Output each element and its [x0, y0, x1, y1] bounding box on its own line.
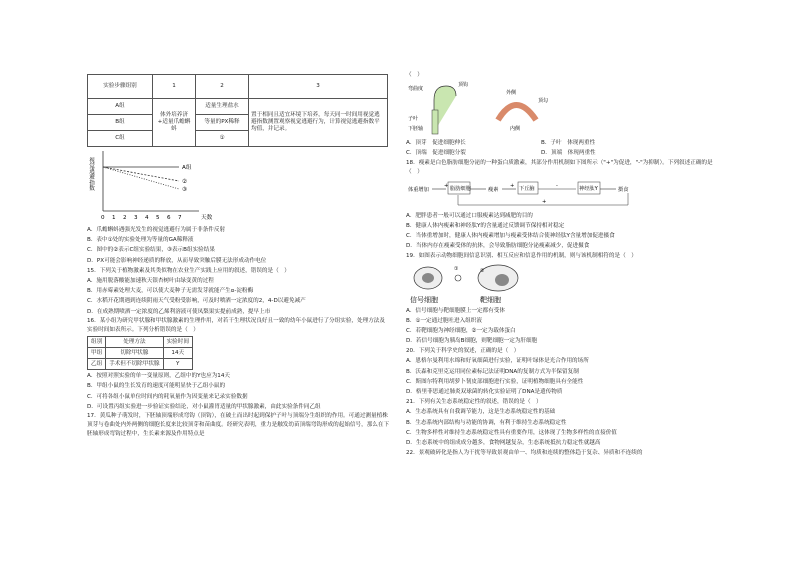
right-column — [406, 70, 714, 458]
fig17-label-hypocotyl: 下胚轴 — [408, 126, 424, 133]
q20-option-a: A．恩格尔曼利用水绵和好氧细菌进行实验，证明叶绿体是光合作用的场所 — [406, 358, 589, 365]
q14-option-b: B．表中①处的实验处理为等量的GA稀释液 — [87, 237, 194, 244]
q18-stem: 18．瘦素是白色脂肪细胞分泌的一种蛋白质激素，其部分作用机制如下图所示（"+"为促进，"-"为抑制）。下列叙述正确的是（ ） — [406, 159, 713, 175]
fig17-label-cotyledon: 子叶 — [408, 116, 419, 123]
q16-option-a: A．按照对照实验的单一变量原则，乙组中的Y也应为14天 — [87, 373, 231, 380]
signal-cell-label: 信号细胞 — [410, 295, 438, 304]
leptin-plus-3: + — [542, 198, 547, 205]
q15-option-b: B．用赤霉素处理大麦，可以使大麦种子无需发芽就能产生α-淀粉酶 — [87, 288, 254, 295]
q15-option-c: C．水稻开花期遇到连续阴雨天气受粉受影响，可及时喷洒一定浓度的2，4-D以避免减产 — [87, 298, 306, 305]
q17-options-cd — [406, 148, 714, 158]
graph-xlabel: 天数 — [201, 215, 213, 221]
hypocotyl-shape — [432, 110, 438, 134]
series-3-label: ③ — [182, 187, 188, 193]
q16-stem: 16．某小组为研究甲状腺和甲状腺激素的生理作用，对若干生理状况良好且一致的幼年小鼠进行了分组实验，处理方法及实验时间如表所示。下列分析错误的是（ ） — [87, 317, 385, 333]
row-c-step2: ① — [196, 131, 249, 147]
q16-header-method: 处理方法 — [106, 336, 163, 347]
fig17-label-outer: 外侧 — [506, 90, 517, 97]
q16-option-c: C．可将各组小鼠单位时间内的耗氧量作为因变量来记录实验数据 — [87, 393, 248, 400]
hook-figure — [406, 80, 606, 138]
table-header-1: 1 — [153, 75, 196, 99]
q17-options-ab — [406, 138, 714, 148]
q20-option-c: C．斯图尔特利用胡萝卜韧皮部细胞进行实验，证明植物细胞具有全能性 — [406, 378, 584, 385]
q14-option-c: C．图中的②表示C组实验结果，③表示B组实验结果 — [87, 247, 215, 254]
graph-ylabel: 视觉逃避指数 — [88, 157, 94, 191]
series-a-label: A组 — [182, 165, 192, 171]
q19-stem: 19．如图表示动物细胞间信息识别、相互反应和信息作用的机制，则与该机制相符的是（ ） — [406, 253, 637, 260]
table-header-2: 2 — [196, 75, 249, 99]
q18-option-a: A．肥胖患者一般可以通过口服瘦素达到减肥的目的 — [406, 212, 533, 219]
q16-table — [87, 336, 193, 371]
graph-tick-label: 7 — [178, 215, 182, 221]
table-col1-text: 体外培养济+适量爪蟾蝌蚪 — [153, 99, 196, 147]
receptor-label: ② — [480, 267, 485, 274]
q17-option-b: B．子叶 体现两重性 — [541, 140, 596, 147]
graph-tick-label: 6 — [167, 215, 171, 221]
graph-tick-label: 0 — [101, 215, 105, 221]
signal-molecule-label: ① — [454, 265, 459, 272]
series-2-label: ② — [182, 179, 188, 185]
leptin-node-feeding: 摄食 — [618, 186, 629, 193]
series-3-line — [103, 167, 179, 189]
q17-blank: （ ） — [406, 72, 423, 78]
q17-option-c: C．顶端 促进细胞分裂 — [406, 150, 466, 157]
graph-ticks — [101, 215, 182, 221]
q21-option-c: C．生物多样性对维持生态系统稳定性具有重要作用，这体现了生物多样性的直接价值 — [406, 429, 617, 436]
q19-option-d: D．若信号细胞为胰岛B细胞，则靶细胞一定为肝细胞 — [406, 338, 538, 345]
q19-option-c: C．若靶细胞为神经细胞，②一定为载体蛋白 — [406, 327, 516, 334]
fig17-label-curvature: 弯曲度 — [408, 86, 424, 93]
q16-option-b: B．甲组小鼠的生长发育的速度可能明显快于乙组小鼠的 — [87, 383, 226, 390]
q20-stem: 20．下列关于科学史的叙述，正确的是（ ） — [406, 348, 520, 355]
table-header-3: 3 — [249, 75, 388, 99]
fig17-label-inner: 内侧 — [510, 126, 521, 133]
q17-stem: 17．黄瓜种子萌发时，下胚轴顶端形成弯钩（顶钩），在破土而出时起到保护子叶与顶端分生组织的作用。可通过测量植株顶芽与卷曲处内外两侧的细胞长度来比较顶芽和苗曲度。经研究表明，重力是触发幼苗顶端弯钩形成的起始信号，那么在下胚轴形成弯钩过程中，生长素来源及作用特点是 — [87, 413, 390, 438]
graph-tick-label: 4 — [145, 215, 149, 221]
q17-option-a: A．顶芽 促进细胞伸长 — [406, 140, 466, 147]
q16-row1-method: 切除甲状腺 — [106, 347, 163, 358]
leptin-node-leptin: 瘦素 — [488, 186, 499, 193]
target-cell-nucleus — [495, 274, 509, 286]
q18-option-d: D．当体内存在瘦素受体的抗体，会导致脂肪细胞分泌瘦素减少，促进摄食 — [406, 243, 590, 250]
leptin-diagram — [406, 177, 706, 211]
q22-stem: 22．景观破碎化是指人为干扰等导致景观由单一、均质和连续的整体趋于复杂、异质和不连续的 — [406, 450, 643, 457]
q20-option-b: B．沃森和克里克运用同位素标记法证明DNA的复制方式为半保留复制 — [406, 368, 579, 375]
series-2-line — [103, 167, 179, 181]
q21-option-a: A．生态系统具有自我调节能力，这是生态系统稳定性的基础 — [406, 409, 556, 416]
q16-header-group: 组别 — [88, 336, 106, 347]
leptin-minus: - — [556, 182, 558, 189]
leptin-node-fat: 脂肪细胞 — [450, 185, 471, 192]
leptin-node-weight: 体重增加 — [408, 186, 429, 193]
leptin-node-npy: 神经肽Y — [579, 185, 598, 192]
graph-tick-label: 5 — [156, 215, 160, 221]
q20-option-d: D．格里菲思通过肺炎双球菌的转化实验证明了DNA是遗传物质 — [406, 389, 563, 395]
q16-option-d: D．可设置丙组实验进一步验证实验结论，对小鼠灌胃适量的甲状腺激素，由此实验条件同乙组 — [87, 403, 321, 410]
q16-row2-group: 乙组 — [88, 359, 106, 370]
target-cell-label: 靶细胞 — [480, 295, 501, 304]
q15-stem: 15．下列关于植物激素及其类似物在农业生产实践上应用的叙述，错误的是（ ） — [87, 267, 290, 274]
q18-option-c: C．当体重增加时，健康人体内瘦素增加与瘦素受体结合使神经肽Y含量增加促进摄食 — [406, 232, 615, 239]
row-c-group: C组 — [88, 131, 153, 147]
row-b-step2: 等量的PX稀释 — [196, 115, 249, 131]
fig17-label-tip: 顶勾 — [538, 98, 549, 105]
leptin-plus-2: + — [510, 182, 515, 189]
q16-row1-group: 甲组 — [88, 347, 106, 358]
leptin-plus-1: + — [444, 182, 449, 189]
hook-cross-section — [498, 105, 536, 120]
graph-tick-label: 3 — [134, 215, 138, 221]
row-a-step2: 适量生理盐水 — [196, 99, 249, 115]
q21-option-b: B．生态系统内部结构与功能的协调，有利于维持生态系统稳定性 — [406, 419, 567, 426]
q18-option-b: B．健康人体内瘦素和神经肽Y的含量通过反馈调节保持相对稳定 — [406, 222, 565, 229]
q16-row2-method: 手术但不切除甲状腺 — [106, 359, 163, 370]
escape-index-graph — [87, 147, 247, 225]
signal-cell-nucleus — [422, 273, 434, 283]
q21-option-d: D．生态系统中的组成成分越多，食物网越复杂，生态系统抵抗力稳定性就越高 — [406, 439, 601, 446]
q19-option-b: B．①一定通过胞吐进入组织液 — [406, 317, 482, 324]
row-b-group: B组 — [88, 115, 153, 131]
q19-option-a: A．信号细胞与靶细胞膜上一定都有受体 — [406, 307, 505, 314]
table-header-group: 实验步骤组别 — [88, 75, 153, 99]
cell-signal-diagram — [406, 262, 606, 306]
leptin-node-hypothalamus: 下丘脑 — [519, 185, 535, 192]
q17-option-d: D．顶端 体现两重性 — [541, 150, 596, 157]
q14-option-d: D．PX可能会影响神经递质的释放，从而导致突触后膜无法形成动作电位 — [87, 257, 267, 264]
q15-option-a: A．施用脱落酸能加速秋天银杏树叶由绿变黄的过程 — [87, 277, 214, 284]
q16-row2-time: Y — [163, 359, 192, 370]
signal-molecule-shape — [455, 275, 461, 281]
q16-header-time: 实验时间 — [163, 336, 192, 347]
q14-option-a: A．爪蟾蝌蚪遇强光发生的视觉逃避行为属于非条件反射 — [87, 227, 226, 233]
fig17-label-hook: 顶钩 — [458, 82, 469, 89]
q21-stem: 21．下列有关生态系统稳定性的叙述，错误的是（ ） — [406, 399, 542, 406]
q15-option-d: D．在成熟期喷洒一定浓度的乙烯利溶液可使凤梨果实提前成熟，提早上市 — [87, 308, 271, 315]
experiment-table — [87, 74, 388, 147]
table-col3-text: 置于相同且适宜环境下培养，每天同一时间用视觉逃避指数测置观察视觉逃避行为，计算视觉逃避指数平均值，并记录。 — [249, 99, 388, 147]
graph-tick-label: 1 — [112, 215, 116, 221]
graph-tick-label: 2 — [123, 215, 127, 221]
q16-row1-time: 14天 — [163, 347, 192, 358]
left-column — [87, 70, 390, 439]
row-a-group: A组 — [88, 99, 153, 115]
